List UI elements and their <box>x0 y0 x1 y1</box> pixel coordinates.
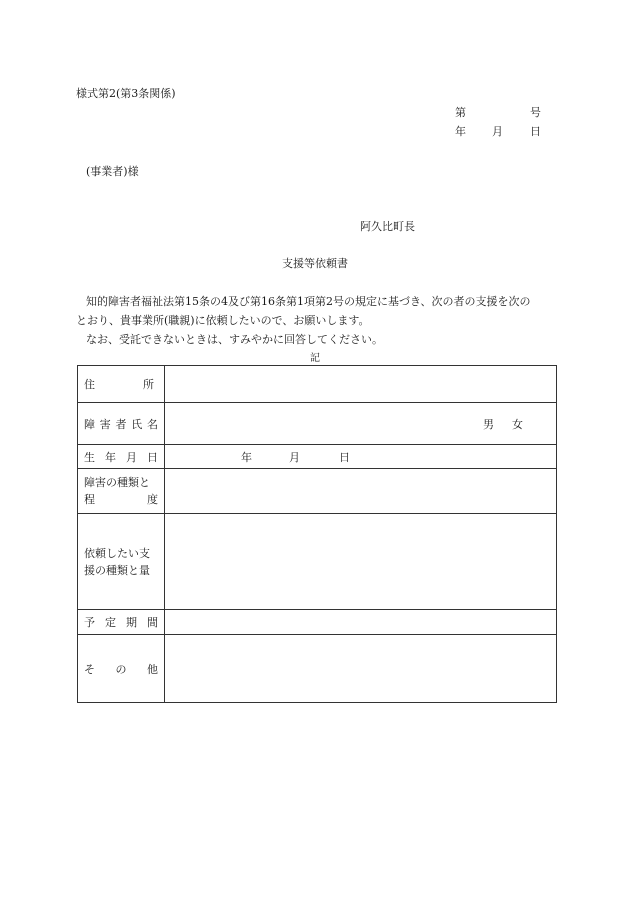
row-disability <box>78 469 557 514</box>
label-support-line-1: 依頼したい支 <box>84 546 150 560</box>
row-address <box>78 366 557 403</box>
label-name-char: 名 <box>147 417 158 431</box>
document-title: 支援等依頼書 <box>282 257 348 270</box>
label-dob-char: 年 <box>105 450 116 464</box>
value-support[interactable] <box>165 514 557 610</box>
value-disability[interactable] <box>165 469 557 514</box>
label-address-char: 所 <box>143 378 154 391</box>
value-period[interactable] <box>165 610 557 635</box>
label-dob-char: 日 <box>147 450 158 464</box>
form-number: 様式第2(第3条関係) <box>76 87 176 100</box>
issuer: 阿久比町長 <box>360 220 415 233</box>
body-text <box>76 292 556 349</box>
body-line-1: 知的障害者福祉法第15条の4及び第16条第1項第2号の規定に基づき、次の者の支援を次の <box>86 295 531 308</box>
label-other-char: の <box>115 662 127 676</box>
row-other <box>78 635 557 703</box>
ki-heading: 記 <box>310 353 320 364</box>
gender-options <box>483 416 523 432</box>
label-other-char: 他 <box>147 662 158 676</box>
gender-female[interactable]: 女 <box>512 417 523 431</box>
body-line-3: なお、受託できないときは、すみやかに回答してください。 <box>86 333 383 346</box>
date-day: 日 <box>530 125 541 138</box>
label-period-char: 間 <box>147 616 158 629</box>
label-disability <box>78 469 165 514</box>
label-name-char: 障 <box>84 417 95 431</box>
label-address-char: 住 <box>84 378 95 391</box>
label-support <box>78 514 165 610</box>
label-address <box>78 366 165 403</box>
date-month: 月 <box>492 125 503 138</box>
label-dob-char: 生 <box>84 450 95 464</box>
label-dob <box>78 445 165 469</box>
row-dob <box>78 445 557 469</box>
dob-month: 月 <box>289 450 300 464</box>
dob-year: 年 <box>241 450 252 464</box>
gender-male[interactable]: 男 <box>483 417 494 431</box>
label-dob-char: 月 <box>126 450 137 464</box>
label-name <box>78 403 165 445</box>
doc-no-suffix: 号 <box>530 106 541 119</box>
label-name-char: 害 <box>99 417 111 431</box>
row-support <box>78 514 557 610</box>
label-period-char: 期 <box>126 616 137 629</box>
label-name-char: 氏 <box>131 417 143 431</box>
row-period <box>78 610 557 635</box>
label-name-char: 者 <box>115 417 127 431</box>
addressee: (事業者)様 <box>86 165 139 178</box>
label-disability-char: 度 <box>147 493 158 506</box>
doc-no-prefix: 第 <box>455 106 466 119</box>
label-period-char: 予 <box>84 616 95 629</box>
dob-day: 日 <box>339 450 350 464</box>
label-disability-line-1: 障害の種類と <box>84 476 150 489</box>
value-address[interactable] <box>165 366 557 403</box>
value-other[interactable] <box>165 635 557 703</box>
label-other-char: そ <box>84 662 95 676</box>
label-period <box>78 610 165 635</box>
label-disability-char: 程 <box>84 493 95 506</box>
date-year: 年 <box>455 125 466 138</box>
label-other <box>78 635 165 703</box>
value-dob[interactable] <box>165 445 557 469</box>
label-period-char: 定 <box>105 616 116 629</box>
value-name[interactable] <box>165 403 557 445</box>
row-name <box>78 403 557 445</box>
record-table <box>77 365 557 703</box>
label-support-line-2: 援の種類と量 <box>84 563 150 577</box>
body-line-2: とおり、貴事業所(職親)に依頼したいので、お願いします。 <box>76 314 370 327</box>
